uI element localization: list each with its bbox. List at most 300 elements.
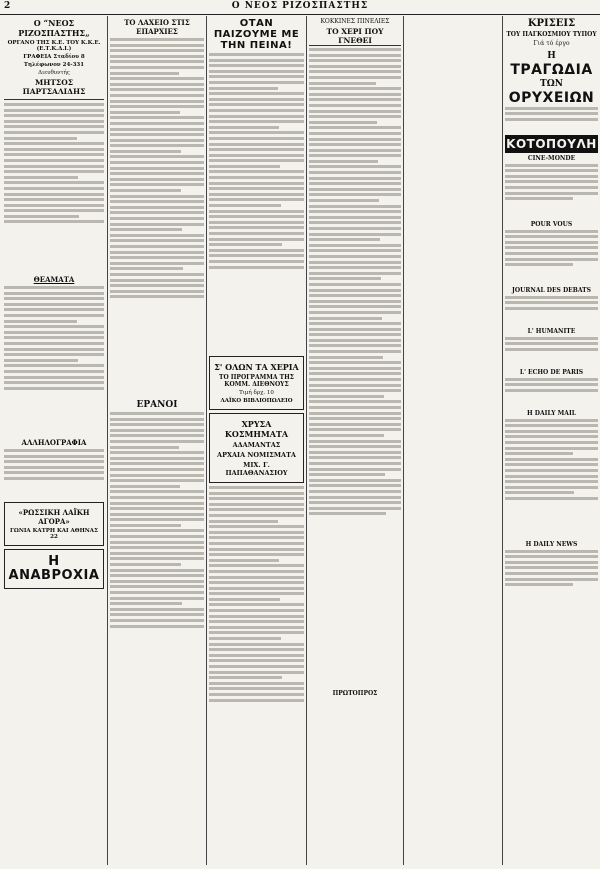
text-line — [209, 631, 304, 634]
text-line — [309, 76, 401, 79]
text-line — [505, 497, 598, 500]
press-humanite: L' HUMANITE — [527, 327, 576, 335]
text-line — [309, 344, 401, 347]
text-block — [110, 412, 204, 712]
text-line — [209, 486, 304, 489]
text-line — [209, 603, 304, 606]
text-line — [209, 536, 304, 539]
text-line — [4, 297, 104, 300]
text-line — [209, 503, 304, 506]
text-line — [209, 81, 304, 84]
column-5 — [505, 16, 598, 865]
text-line — [110, 597, 204, 600]
text-line — [209, 587, 304, 590]
text-line — [110, 251, 204, 254]
text-line — [110, 206, 204, 209]
text-line — [209, 648, 304, 651]
text-line — [309, 372, 401, 375]
text-line — [209, 598, 280, 601]
text-line — [110, 602, 182, 605]
text-line — [209, 221, 304, 224]
text-line — [505, 235, 598, 238]
text-line — [309, 110, 401, 113]
text-line — [209, 620, 304, 623]
text-line — [110, 83, 204, 86]
text-line — [309, 210, 401, 213]
text-line — [209, 693, 304, 696]
text-line — [309, 121, 377, 124]
text-line — [209, 643, 304, 646]
text-line — [505, 480, 598, 483]
text-line — [309, 361, 401, 364]
text-line — [309, 82, 376, 85]
text-line — [309, 473, 385, 476]
text-line — [110, 49, 204, 52]
text-line — [309, 188, 401, 191]
text-line — [209, 682, 304, 685]
text-line — [309, 389, 401, 392]
text-line — [309, 177, 401, 180]
text-line — [209, 165, 280, 168]
text-line — [110, 239, 204, 242]
text-line — [110, 591, 204, 594]
text-line — [209, 592, 304, 595]
text-line — [209, 548, 304, 551]
text-line — [110, 580, 204, 583]
text-line — [309, 283, 401, 286]
text-line — [309, 350, 401, 353]
text-line — [309, 434, 384, 437]
column-rule — [206, 16, 207, 865]
text-line — [209, 581, 304, 584]
text-line — [110, 479, 204, 482]
ad-program-publisher: ΛΑΪΚΟ ΒΙΒΛΙΟΠΩΛΕΙΟ — [220, 398, 293, 404]
text-line — [110, 273, 204, 276]
text-line — [209, 120, 304, 123]
text-line — [309, 132, 401, 135]
text-line — [309, 277, 381, 280]
text-line — [110, 418, 204, 421]
text-line — [309, 484, 401, 487]
text-line — [505, 180, 598, 183]
text-line — [309, 216, 401, 219]
text-line — [309, 322, 401, 325]
ad-title: «ΡΩΣΣΙΚΗ ΛΑΪΚΗ ΑΓΟΡΑ» — [18, 508, 90, 526]
text-line — [309, 249, 401, 252]
text-line — [309, 261, 401, 264]
paper-header-title: Ο “ΝΕΟΣ ΡΙΖΟΣΠΑΣΤΗΣ„ — [18, 18, 90, 38]
text-line — [309, 255, 401, 258]
text-line — [110, 496, 204, 499]
text-line — [209, 238, 304, 241]
text-line — [4, 370, 104, 373]
ad-program-top: Σ' ΟΛΩΝ ΤΑ ΧΕΡΙΑ — [214, 362, 299, 372]
text-line — [505, 430, 598, 433]
crisis-subheading: ΤΟΥ ΠΑΓΚΟΣΜΙΟΥ ΤΥΠΟΥ — [506, 31, 597, 38]
text-line — [505, 118, 598, 121]
text-line — [505, 424, 598, 427]
press-cine-monde: CINE-MONDE — [527, 154, 576, 162]
text-line — [309, 479, 401, 482]
text-line — [4, 165, 104, 168]
text-line — [209, 198, 304, 201]
text-line — [309, 238, 380, 241]
text-line — [309, 171, 401, 174]
text-line — [4, 193, 104, 196]
text-line — [209, 103, 304, 106]
text-line — [4, 109, 104, 112]
text-line — [505, 561, 598, 564]
byline: ΠΡΩΤΟΠΡΟΣ — [332, 690, 378, 697]
text-block — [4, 103, 104, 273]
page-number: 2 — [4, 1, 11, 11]
correspondence-heading: ΑΛΛΗΛΟΓΡΑΦΙΑ — [21, 438, 87, 447]
text-line — [309, 468, 401, 471]
text-line — [4, 170, 104, 173]
text-line — [110, 172, 204, 175]
text-line — [110, 88, 204, 91]
text-line — [4, 455, 104, 458]
text-line — [110, 462, 204, 465]
text-line — [309, 149, 401, 152]
text-line — [309, 428, 401, 431]
text-line — [4, 176, 78, 179]
ad-program-sub: ΤΟ ΠΡΟΓΡΑΜΜΑ ΤΗΣ ΚΟΜΜ. ΔΙΕΘΝΟΥΣ — [218, 374, 294, 388]
text-line — [110, 569, 204, 572]
text-block — [505, 164, 598, 219]
text-line — [110, 518, 204, 521]
text-line — [110, 295, 204, 298]
text-line — [505, 441, 598, 444]
text-line — [110, 585, 204, 588]
text-line — [209, 226, 304, 229]
text-line — [110, 44, 204, 47]
text-line — [505, 175, 598, 178]
text-line — [309, 445, 401, 448]
text-line — [209, 53, 304, 56]
text-line — [309, 272, 401, 275]
ad-russian-market — [4, 502, 104, 546]
text-line — [209, 115, 304, 118]
text-line — [110, 541, 204, 544]
text-line — [309, 98, 401, 101]
text-line — [110, 412, 204, 415]
text-line — [309, 305, 401, 308]
text-line — [4, 308, 104, 311]
text-block — [505, 337, 598, 367]
column-rule — [107, 16, 108, 865]
text-line — [309, 406, 401, 409]
text-line — [4, 137, 77, 140]
text-line — [505, 192, 598, 195]
text-line — [209, 154, 304, 157]
text-line — [309, 440, 401, 443]
text-line — [309, 65, 401, 68]
text-line — [110, 446, 179, 449]
press-daily-mail: H DAILY MAIL — [527, 409, 576, 417]
text-line — [505, 419, 598, 422]
press-pour-vous: POUR VOUS — [530, 220, 573, 228]
ad-jewellery-sub: ΑΔΑΜΑΝΤΑΣ — [232, 441, 281, 449]
text-line — [209, 626, 304, 629]
text-line — [309, 333, 401, 336]
text-line — [110, 60, 204, 63]
text-line — [110, 619, 204, 622]
text-line — [110, 234, 204, 237]
text-line — [110, 133, 204, 136]
text-line — [209, 570, 304, 573]
text-line — [4, 381, 104, 384]
text-line — [505, 458, 598, 461]
text-line — [110, 155, 204, 158]
text-line — [309, 115, 401, 118]
crisis-heading: ΚΡΙΣΕΙΣ — [527, 18, 576, 29]
text-block — [505, 550, 598, 610]
text-line — [309, 59, 401, 62]
paper-header-sub: ΟΡΓΑΝΟ ΤΗΣ Κ.Ε. ΤΟΥ Κ.Κ.Ε. (Ε.Τ.Κ.Δ.Ι.) — [7, 40, 101, 52]
text-line — [4, 198, 104, 201]
crisis-intro: Γιά τό έργο — [533, 40, 570, 47]
text-line — [110, 66, 204, 69]
text-line — [209, 159, 304, 162]
text-line — [209, 492, 304, 495]
text-line — [110, 122, 204, 125]
text-line — [4, 320, 77, 323]
text-line — [309, 289, 401, 292]
main-headline: ΟΤΑΝ ΠΑΙΖΟΥΜΕ ΜΕ ΤΗΝ ΠΕΙΝΑ! — [213, 18, 300, 51]
text-line — [110, 262, 204, 265]
text-line — [309, 143, 401, 146]
text-line — [309, 490, 401, 493]
text-line — [110, 434, 204, 437]
text-line — [110, 546, 204, 549]
text-line — [209, 525, 304, 528]
text-block — [505, 378, 598, 408]
text-line — [4, 325, 104, 328]
text-line — [309, 154, 401, 157]
text-line — [209, 615, 304, 618]
text-line — [110, 279, 204, 282]
text-line — [4, 153, 104, 156]
text-line — [110, 167, 204, 170]
text-line — [110, 144, 204, 147]
text-line — [4, 364, 104, 367]
text-line — [209, 542, 304, 545]
text-line — [505, 435, 598, 438]
text-line — [309, 356, 383, 359]
text-line — [209, 559, 279, 562]
text-line — [209, 520, 278, 523]
text-line — [4, 471, 104, 474]
text-line — [309, 462, 401, 465]
text-line — [209, 170, 304, 173]
text-line — [505, 169, 598, 172]
text-line — [309, 193, 401, 196]
text-line — [110, 223, 204, 226]
text-line — [110, 429, 204, 432]
text-line — [110, 228, 182, 231]
text-line — [309, 339, 401, 342]
text-line — [110, 502, 204, 505]
text-line — [209, 260, 304, 263]
text-line — [209, 654, 304, 657]
text-line — [209, 243, 282, 246]
text-line — [4, 348, 104, 351]
text-line — [209, 148, 304, 151]
text-line — [209, 266, 304, 269]
text-line — [110, 474, 204, 477]
theatre-heading: ΘΕΑΜΑΤΑ — [33, 275, 75, 284]
text-line — [110, 507, 204, 510]
text-line — [309, 244, 401, 247]
text-line — [110, 55, 204, 58]
text-line — [309, 496, 401, 499]
text-line — [110, 217, 204, 220]
text-line — [309, 165, 401, 168]
text-block — [309, 48, 401, 688]
text-line — [4, 148, 104, 151]
text-line — [309, 199, 379, 202]
text-line — [209, 210, 304, 213]
text-line — [209, 59, 304, 62]
text-line — [505, 491, 574, 494]
text-line — [209, 687, 304, 690]
text-line — [110, 608, 204, 611]
text-line — [505, 550, 598, 553]
text-line — [4, 187, 104, 190]
text-line — [309, 317, 382, 320]
editor-label: Διευθυντής — [38, 70, 70, 76]
text-line — [209, 609, 304, 612]
ad-program — [209, 356, 304, 410]
title-ton: ΤΩΝ — [540, 78, 563, 89]
column-heading: ΤΟ ΧΕΡΙ ΠΟΥ ΓΝΕΘΕΙ — [309, 27, 401, 46]
paper-offices: ΓΡΑΦΕΙΑ Σταδίου 8 — [23, 54, 85, 60]
text-line — [505, 572, 598, 575]
text-line — [4, 376, 104, 379]
text-line — [209, 665, 304, 668]
title-tragodia: ΤΡΑΓΩΔΙΑ — [510, 61, 593, 78]
text-line — [505, 342, 598, 345]
text-line — [505, 583, 573, 586]
text-line — [4, 114, 104, 117]
text-line — [505, 197, 573, 200]
text-line — [4, 336, 104, 339]
text-line — [309, 378, 401, 381]
text-line — [110, 290, 204, 293]
text-line — [505, 383, 598, 386]
text-line — [4, 353, 104, 356]
lottery-heading: ΤΟ ΛΑΧΕΙΟ ΣΤΙΣ ΕΠΑΡΧΙΕΣ — [124, 18, 190, 36]
text-line — [309, 266, 401, 269]
text-line — [505, 246, 598, 249]
text-line — [209, 637, 281, 640]
text-line — [4, 120, 104, 123]
text-line — [309, 182, 401, 185]
text-line — [309, 70, 401, 73]
text-line — [110, 513, 204, 516]
text-line — [110, 256, 204, 259]
text-line — [110, 423, 204, 426]
text-line — [110, 178, 204, 181]
text-line — [110, 139, 204, 142]
text-block — [505, 230, 598, 285]
text-line — [4, 292, 104, 295]
text-line — [4, 314, 104, 317]
text-line — [505, 452, 573, 455]
text-line — [505, 107, 598, 110]
masthead — [0, 0, 600, 15]
text-line — [209, 232, 304, 235]
text-line — [309, 507, 401, 510]
text-line — [505, 447, 598, 450]
text-block — [505, 107, 598, 133]
text-line — [209, 64, 304, 67]
text-line — [209, 193, 304, 196]
title-eta: Η — [547, 50, 556, 61]
ad-program-price: Τιμή δρχ. 10 — [239, 390, 274, 396]
text-line — [309, 512, 386, 515]
text-line — [209, 553, 304, 556]
text-line — [4, 359, 78, 362]
column-2 — [110, 16, 204, 865]
text-line — [309, 93, 401, 96]
text-block — [209, 486, 304, 786]
text-line — [505, 186, 598, 189]
text-line — [209, 182, 304, 185]
text-line — [209, 187, 304, 190]
text-line — [309, 300, 401, 303]
ad-jewellery-head: ΧΡΥΣΑ ΚΟΣΜΗΜΑΤΑ — [224, 419, 289, 439]
text-line — [309, 126, 401, 129]
press-journal: JOURNAL DES DEBATS — [512, 286, 591, 294]
text-line — [309, 423, 401, 426]
text-line — [110, 200, 204, 203]
text-line — [309, 54, 401, 57]
text-line — [209, 204, 281, 207]
text-line — [110, 72, 179, 75]
text-line — [505, 486, 598, 489]
text-line — [505, 258, 598, 261]
text-line — [309, 367, 401, 370]
text-line — [209, 176, 304, 179]
text-line — [209, 508, 304, 511]
paper-phone: Τηλέφωνον 24-331 — [23, 62, 85, 68]
text-line — [505, 230, 598, 233]
text-line — [209, 249, 304, 252]
text-line — [505, 378, 598, 381]
text-line — [505, 555, 598, 558]
text-line — [309, 104, 401, 107]
eranoi-heading: ΕΡΑΝΟΙ — [136, 400, 178, 410]
text-line — [4, 125, 104, 128]
text-line — [309, 221, 401, 224]
ad-jewellery-sub2: ΑΡΧΑΙΑ ΝΟΜΙΣΜΑΤΑ — [217, 451, 296, 459]
text-line — [309, 400, 401, 403]
text-line — [209, 143, 304, 146]
text-line — [110, 116, 204, 119]
text-line — [209, 671, 304, 674]
text-line — [209, 75, 304, 78]
text-line — [110, 150, 181, 153]
text-line — [110, 468, 204, 471]
text-line — [110, 552, 204, 555]
text-line — [110, 490, 204, 493]
text-line — [110, 128, 204, 131]
text-block — [4, 286, 104, 436]
press-daily-news: H DAILY NEWS — [525, 540, 578, 548]
text-line — [4, 342, 104, 345]
